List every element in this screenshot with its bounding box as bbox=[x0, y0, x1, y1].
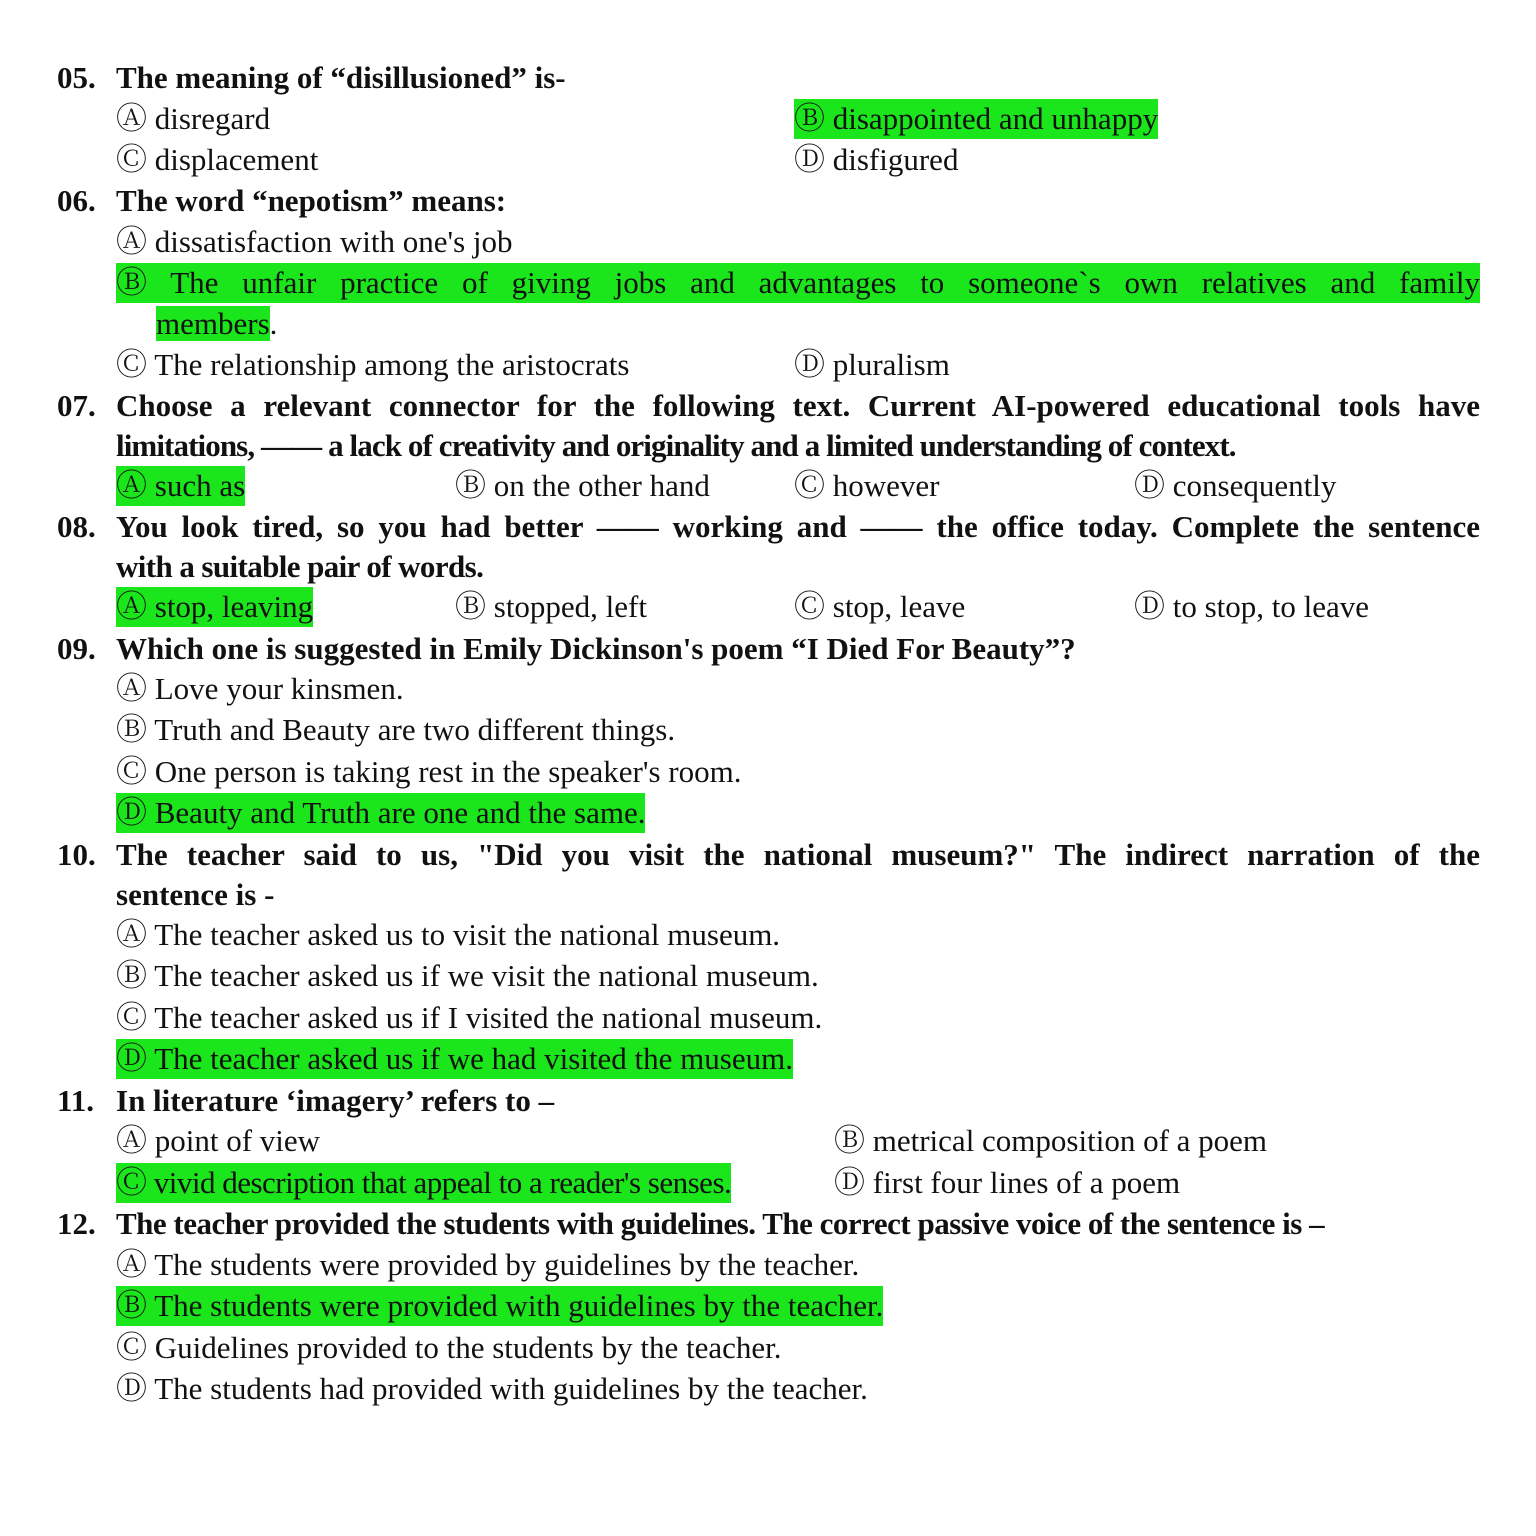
option-a[interactable] bbox=[116, 915, 780, 955]
option-c-correct[interactable] bbox=[116, 1163, 731, 1203]
option-a[interactable] bbox=[116, 1121, 320, 1161]
option-d[interactable] bbox=[834, 1163, 1180, 1203]
option-text: The teacher asked us to visit the national museum. bbox=[154, 917, 781, 952]
option-a[interactable] bbox=[116, 1245, 859, 1285]
option-b-correct[interactable] bbox=[794, 99, 1158, 139]
question-text: Choose a relevant connector for the following text. Current AI-powered educational tools have bbox=[116, 388, 1480, 423]
option-a-correct[interactable] bbox=[116, 466, 245, 506]
option-mark: Ⓒ bbox=[794, 589, 825, 624]
option-mark: Ⓐ bbox=[116, 917, 147, 952]
option-b[interactable] bbox=[455, 587, 647, 627]
option-mark: Ⓒ bbox=[116, 347, 147, 382]
option-mark: Ⓐ bbox=[116, 1247, 147, 1282]
question-number: 10. bbox=[57, 837, 96, 872]
option-d[interactable] bbox=[1134, 587, 1369, 627]
option-mark: Ⓓ bbox=[116, 795, 147, 830]
option-text: on the other hand bbox=[493, 468, 710, 503]
question-number: 08. bbox=[57, 509, 96, 544]
question-number: 06. bbox=[57, 183, 96, 218]
option-mark: Ⓑ bbox=[116, 958, 147, 993]
option-text: The students were provided by guidelines by the teacher. bbox=[154, 1247, 860, 1282]
option-d[interactable] bbox=[794, 345, 950, 385]
option-a[interactable] bbox=[116, 669, 404, 709]
option-text: first four lines of a poem bbox=[872, 1165, 1181, 1200]
option-a-correct[interactable] bbox=[116, 587, 313, 627]
option-text: stop, leaving bbox=[154, 589, 314, 624]
option-c[interactable] bbox=[794, 587, 965, 627]
option-mark: Ⓐ bbox=[116, 1123, 147, 1158]
option-b[interactable] bbox=[116, 956, 819, 996]
option-mark: Ⓒ bbox=[116, 142, 147, 177]
option-text: Beauty and Truth are one and the same. bbox=[154, 795, 646, 830]
option-mark: Ⓑ bbox=[116, 265, 147, 300]
question-text: You look tired, so you had better —— working and —— the office today. Complete the sentence bbox=[116, 509, 1480, 544]
option-text-continued: members bbox=[156, 306, 270, 341]
option-b[interactable] bbox=[834, 1121, 1267, 1161]
option-text: The teacher asked us if we had visited the museum. bbox=[154, 1041, 793, 1076]
option-text: to stop, to leave bbox=[1172, 589, 1370, 624]
option-mark: Ⓓ bbox=[116, 1041, 147, 1076]
question-number: 09. bbox=[57, 631, 96, 666]
option-mark: Ⓑ bbox=[794, 101, 825, 136]
option-mark: Ⓓ bbox=[116, 1371, 147, 1406]
option-text: The teacher asked us if I visited the national museum. bbox=[154, 1000, 823, 1035]
option-mark: Ⓐ bbox=[116, 101, 147, 136]
question-text-continued: with a suitable pair of words. bbox=[116, 549, 484, 584]
option-text: The students had provided with guidelines by the teacher. bbox=[154, 1371, 868, 1406]
option-mark: Ⓐ bbox=[116, 589, 147, 624]
option-c[interactable] bbox=[116, 752, 741, 792]
option-b-continuation[interactable] bbox=[156, 304, 277, 344]
question-text: Which one is suggested in Emily Dickinson's poem “I Died For Beauty”? bbox=[116, 631, 1076, 666]
option-a[interactable] bbox=[116, 99, 270, 139]
question-text: The teacher provided the students with guidelines. The correct passive voice of the sentence is – bbox=[116, 1206, 1325, 1241]
option-trailing-period: . bbox=[269, 306, 278, 341]
option-text: disregard bbox=[154, 101, 271, 136]
option-mark: Ⓒ bbox=[116, 1165, 147, 1200]
option-text: Truth and Beauty are two different things. bbox=[154, 712, 676, 747]
option-c[interactable] bbox=[794, 466, 939, 506]
option-d[interactable] bbox=[794, 140, 958, 180]
option-d-correct[interactable] bbox=[116, 793, 645, 833]
option-b[interactable] bbox=[116, 710, 675, 750]
option-c[interactable] bbox=[116, 1328, 782, 1368]
option-text: The unfair practice of giving jobs and advantages to someone`s own relatives and family bbox=[170, 265, 1480, 300]
question-number: 11. bbox=[57, 1083, 95, 1118]
option-text: stop, leave bbox=[832, 589, 966, 624]
option-mark: Ⓓ bbox=[1134, 468, 1165, 503]
option-mark: Ⓑ bbox=[455, 589, 486, 624]
option-b[interactable] bbox=[455, 466, 710, 506]
option-mark: Ⓐ bbox=[116, 671, 147, 706]
option-mark: Ⓑ bbox=[834, 1123, 865, 1158]
option-text: consequently bbox=[1172, 468, 1337, 503]
option-mark: Ⓑ bbox=[116, 1288, 147, 1323]
option-text: stopped, left bbox=[493, 589, 647, 624]
option-text: disappointed and unhappy bbox=[832, 101, 1159, 136]
question-text: The teacher said to us, "Did you visit the national museum?" The indirect narration of the bbox=[116, 837, 1480, 872]
question-text: The meaning of “disillusioned” is- bbox=[116, 60, 566, 95]
option-mark: Ⓓ bbox=[794, 142, 825, 177]
question-text-continued: sentence is - bbox=[116, 877, 275, 912]
question-number: 07. bbox=[57, 388, 96, 423]
option-text: Love your kinsmen. bbox=[154, 671, 404, 706]
option-text: pluralism bbox=[832, 347, 950, 382]
option-mark: Ⓑ bbox=[455, 468, 486, 503]
option-mark: Ⓐ bbox=[116, 224, 147, 259]
question-text-continued: limitations, —— a lack of creativity and originality and a limited understanding of context. bbox=[116, 428, 1236, 463]
option-text: The students were provided with guidelines by the teacher. bbox=[154, 1288, 884, 1323]
option-text: Guidelines provided to the students by the teacher. bbox=[154, 1330, 782, 1365]
option-b-correct[interactable] bbox=[116, 1286, 883, 1326]
option-d[interactable] bbox=[1134, 466, 1336, 506]
option-mark: Ⓒ bbox=[116, 1000, 147, 1035]
option-mark: Ⓒ bbox=[116, 754, 147, 789]
question-number: 05. bbox=[57, 60, 96, 95]
option-text: dissatisfaction with one's job bbox=[154, 224, 513, 259]
option-c[interactable] bbox=[116, 998, 822, 1038]
option-mark: Ⓓ bbox=[794, 347, 825, 382]
option-mark: Ⓓ bbox=[1134, 589, 1165, 624]
question-text: The word “nepotism” means: bbox=[116, 183, 507, 218]
option-mark: Ⓐ bbox=[116, 468, 147, 503]
option-d[interactable] bbox=[116, 1369, 868, 1409]
question-text: In literature ‘imagery’ refers to – bbox=[116, 1083, 555, 1118]
option-d-correct[interactable] bbox=[116, 1039, 793, 1079]
option-mark: Ⓓ bbox=[834, 1165, 865, 1200]
option-text: metrical composition of a poem bbox=[872, 1123, 1268, 1158]
option-mark: Ⓑ bbox=[116, 712, 147, 747]
option-text: however bbox=[832, 468, 940, 503]
option-text: The teacher asked us if we visit the national museum. bbox=[154, 958, 819, 993]
option-text: vivid description that appeal to a reader's senses. bbox=[153, 1165, 732, 1200]
option-c[interactable] bbox=[116, 345, 629, 385]
option-a[interactable] bbox=[116, 222, 513, 262]
option-b-correct[interactable] bbox=[116, 263, 1480, 303]
question-number: 12. bbox=[57, 1206, 96, 1241]
option-mark: Ⓒ bbox=[116, 1330, 147, 1365]
option-text: point of view bbox=[154, 1123, 321, 1158]
option-text: displacement bbox=[154, 142, 319, 177]
option-mark: Ⓒ bbox=[794, 468, 825, 503]
option-c[interactable] bbox=[116, 140, 318, 180]
option-text: The relationship among the aristocrats bbox=[154, 347, 630, 382]
option-text: disfigured bbox=[832, 142, 959, 177]
option-text: One person is taking rest in the speaker's room. bbox=[154, 754, 742, 789]
option-text: such as bbox=[154, 468, 246, 503]
